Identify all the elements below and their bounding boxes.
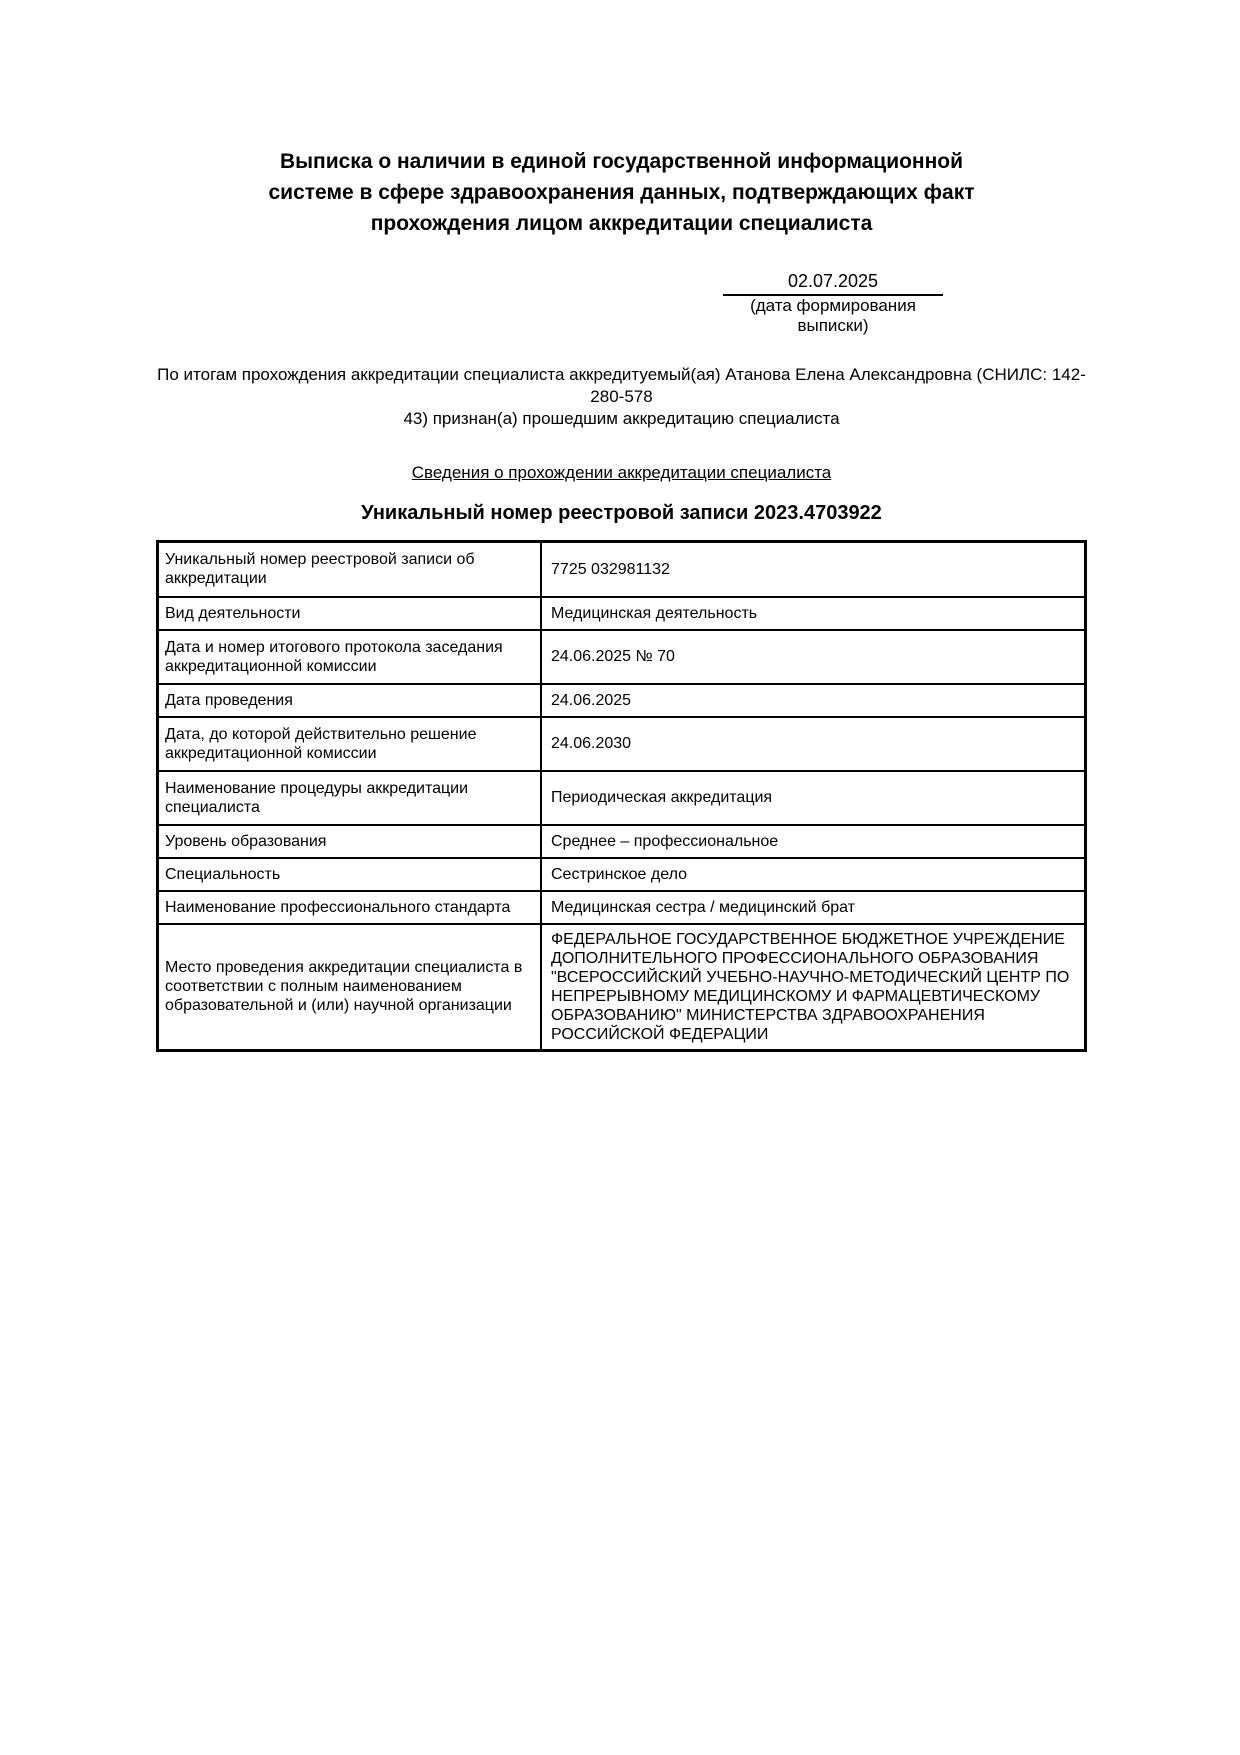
row-value: Медицинская сестра / медицинский брат	[541, 891, 1086, 924]
row-value: Сестринское дело	[541, 858, 1086, 891]
formation-date-caption: (дата формирования выписки)	[750, 296, 916, 335]
formation-date: 02.07.2025	[723, 271, 943, 296]
row-value: ФЕДЕРАЛЬНОЕ ГОСУДАРСТВЕННОЕ БЮДЖЕТНОЕ УЧРЕЖДЕНИЕ ДОПОЛНИТЕЛЬНОГО ПРОФЕССИОНАЛЬНОГО ОБРАЗОВАНИЯ "ВСЕРОССИЙСКИЙ УЧЕБНО-НАУЧНО-МЕТОДИЧЕСКИЙ ЦЕНТР ПО НЕПРЕРЫВНОМУ МЕДИЦИНСКОМУ И ФАРМАЦЕВТИЧЕСКОМУ ОБРАЗОВАНИЮ" МИНИСТЕРСТВА ЗДРАВООХРАНЕНИЯ РОССИЙСКОЙ ФЕДЕРАЦИИ	[541, 924, 1086, 1051]
table-row-registry-number	[158, 542, 1086, 597]
row-value: Периодическая аккредитация	[541, 771, 1086, 825]
row-label: Место проведения аккредитации специалиста в соответствии с полным наименованием образовательной и (или) научной организации	[158, 924, 542, 1051]
row-value: 24.06.2030	[541, 717, 1086, 771]
table-row-specialty	[158, 858, 1086, 891]
document-title-line-1: Выписка о наличии в единой государственной информационной	[279, 150, 964, 173]
row-label: Вид деятельности	[158, 597, 542, 630]
row-label: Специальность	[158, 858, 542, 891]
intro-paragraph-line-1: По итогам прохождения аккредитации специалиста аккредитуемый(ая) Атанова Елена Александровна (СНИЛС: 142-280-578	[157, 365, 1086, 406]
row-label: Дата, до которой действительно решение аккредитационной комиссии	[158, 717, 542, 771]
document-content	[156, 0, 1087, 1052]
formation-date-block	[713, 271, 953, 336]
document-title	[156, 146, 1087, 239]
row-value: 7725 032981132	[541, 542, 1086, 597]
row-value: Медицинская деятельность	[541, 597, 1086, 630]
table-row-valid-until	[158, 717, 1086, 771]
table-row-protocol	[158, 630, 1086, 684]
row-label: Уровень образования	[158, 825, 542, 858]
table-row-organization	[158, 924, 1086, 1051]
row-label: Дата проведения	[158, 684, 542, 717]
registry-number-heading: Уникальный номер реестровой записи 2023.4703922	[361, 502, 882, 524]
table-row-education-level	[158, 825, 1086, 858]
row-label: Наименование процедуры аккредитации специалиста	[158, 771, 542, 825]
row-label: Уникальный номер реестровой записи об аккредитации	[158, 542, 542, 597]
intro-paragraph-line-2: 43) признан(а) прошедшим аккредитацию специалиста	[403, 409, 840, 428]
table-row-procedure-name	[158, 771, 1086, 825]
document-title-line-3: прохождения лицом аккредитации специалиста	[370, 212, 873, 235]
table-row-activity-type	[158, 597, 1086, 630]
row-value: 24.06.2025 № 70	[541, 630, 1086, 684]
accreditation-table	[156, 540, 1087, 1052]
row-label: Наименование профессионального стандарта	[158, 891, 542, 924]
intro-paragraph	[156, 364, 1087, 430]
document-title-line-2: системе в сфере здравоохранения данных, подтверждающих факт	[268, 181, 975, 204]
table-row-date-held	[158, 684, 1086, 717]
table-row-professional-standard	[158, 891, 1086, 924]
row-label: Дата и номер итогового протокола заседания аккредитационной комиссии	[158, 630, 542, 684]
row-value: 24.06.2025	[541, 684, 1086, 717]
row-value: Среднее – профессиональное	[541, 825, 1086, 858]
section-heading: Сведения о прохождении аккредитации специалиста	[411, 463, 832, 482]
